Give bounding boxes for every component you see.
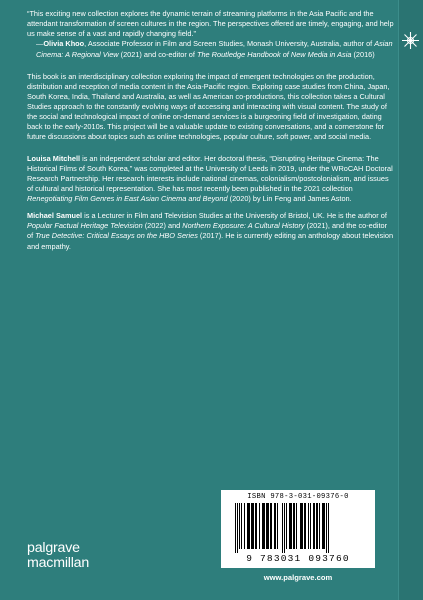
barcode-bar bbox=[284, 503, 285, 553]
barcode-bars bbox=[231, 503, 365, 553]
barcode-bar bbox=[296, 503, 297, 549]
bio2-book-1: Popular Factual Heritage Television bbox=[27, 221, 143, 231]
attribution-book-2: The Routledge Handbook of New Media in Asia bbox=[196, 49, 352, 59]
bio2-text-1: is a Lecturer in Film and Television Studies at the University of Bristol, UK. He is the author of bbox=[82, 211, 387, 221]
attribution-text-3: (2016) bbox=[351, 49, 375, 59]
barcode-bar bbox=[322, 503, 325, 549]
quote-text: “This exciting new collection explores the dynamic terrain of streaming platforms in the Asia Pacific and the attendant transformation of screen cultures in the region. The perspectives offered are timely, engaging, and help us make sense of a vast and rapidly changing field.” bbox=[27, 9, 394, 39]
spine bbox=[398, 0, 423, 600]
barcode-bar bbox=[308, 503, 309, 549]
barcode-bar bbox=[289, 503, 292, 549]
barcode-bar bbox=[244, 503, 245, 549]
bio2-text-2: (2022) and bbox=[142, 221, 183, 231]
barcode-bar bbox=[310, 503, 311, 549]
isbn-label: ISBN 978-3-031-09376-0 bbox=[247, 493, 349, 501]
barcode-bar bbox=[241, 503, 242, 549]
endorsement-quote bbox=[27, 9, 395, 60]
barcode-bar bbox=[300, 503, 303, 549]
barcode-bar bbox=[251, 503, 254, 549]
attribution-text-1: , Associate Professor in Film and Screen Studies, Monash University, Australia, author of bbox=[84, 39, 375, 49]
barcode-bar bbox=[286, 503, 287, 549]
bio-michael-samuel bbox=[27, 211, 395, 252]
bio2-book-2: Northern Exposure: A Cultural History bbox=[182, 221, 305, 231]
barcode-bar bbox=[266, 503, 269, 549]
attribution-name: Olivia Khoo bbox=[43, 39, 85, 49]
barcode-bar bbox=[239, 503, 240, 549]
barcode-bar bbox=[270, 503, 272, 549]
barcode-bar bbox=[328, 503, 329, 553]
back-cover-text bbox=[27, 9, 395, 252]
barcode-box bbox=[221, 490, 375, 568]
barcode-bar bbox=[319, 503, 320, 549]
barcode-bar bbox=[262, 503, 265, 549]
attribution-dash: — bbox=[36, 39, 44, 49]
barcode-digits: 9 783031 093760 bbox=[246, 553, 350, 564]
barcode-bar bbox=[259, 503, 260, 549]
bio1-text-1: is an independent scholar and editor. Her doctoral thesis, “Disrupting Heritage Cinema: The Historical Films of South Korea,” was completed at the University of Leeds in 2019, under the WRoCAH Doctoral Research Partnership. Her research interests include national cinemas, colonialism/postcolonialism, and issues of cultural and historical representation. She has most recently been published in the 2021 collection bbox=[27, 153, 393, 193]
barcode-bar bbox=[282, 503, 283, 553]
book-description: This book is an interdisciplinary collection exploring the impact of emergent technologies on the production, distribution and reception of media content in the Asia-Pacific region. Exploring case studies from China, Japan, South Korea, India, Thailand and Australia, as well as American co-productions, this collection takes a Cultural Studies approach to the constantly evolving ways of accessing and interacting with visual content. The study of the social and technological impact of online on-demand services is a burgeoning field of investigation, dating back to the early-2010s. This project will be a valuable update to existing conversations, and a cornerstone for future discussions about topics such as online technologies, popular culture, soft power, and social media. bbox=[27, 71, 390, 142]
bio2-name: Michael Samuel bbox=[27, 211, 83, 221]
barcode-bar bbox=[255, 503, 257, 549]
barcode-bar bbox=[277, 503, 278, 549]
attribution-book-1: Asian Cinema: A Regional View bbox=[36, 39, 393, 59]
bio-louisa-mitchell bbox=[27, 154, 395, 205]
barcode-bar bbox=[304, 503, 306, 549]
publisher-line-2: macmillan bbox=[27, 555, 90, 572]
bio2-book-3: True Detective: Critical Essays on the HBO Series bbox=[35, 231, 198, 241]
palgrave-star-icon bbox=[400, 30, 421, 51]
barcode-bar bbox=[237, 503, 238, 553]
bio2-text-3: (2021), and the co-editor of bbox=[27, 221, 388, 241]
bio1-text-2: (2020) by Lin Feng and James Aston. bbox=[227, 194, 352, 203]
barcode-bar bbox=[326, 503, 327, 553]
barcode-bar bbox=[247, 503, 250, 549]
barcode-bar bbox=[316, 503, 318, 549]
publisher-line-1: palgrave bbox=[27, 540, 80, 556]
publisher-logo bbox=[27, 541, 89, 571]
bio1-name: Louisa Mitchell bbox=[27, 153, 81, 163]
publisher-url: www.palgrave.com bbox=[263, 573, 333, 582]
barcode-bar bbox=[293, 503, 295, 549]
barcode-bar bbox=[274, 503, 276, 549]
bio2-text-4: (2017). He is currently editing an anthology about television and empathy. bbox=[27, 231, 394, 251]
bio1-book-1: Renegotiating Film Genres in East Asian Cinema and Beyond bbox=[27, 194, 228, 203]
barcode-bar bbox=[235, 503, 236, 553]
attribution-text-2: (2021) and co-editor of bbox=[118, 49, 197, 59]
quote-attribution bbox=[27, 39, 395, 59]
barcode-bar bbox=[313, 503, 315, 549]
